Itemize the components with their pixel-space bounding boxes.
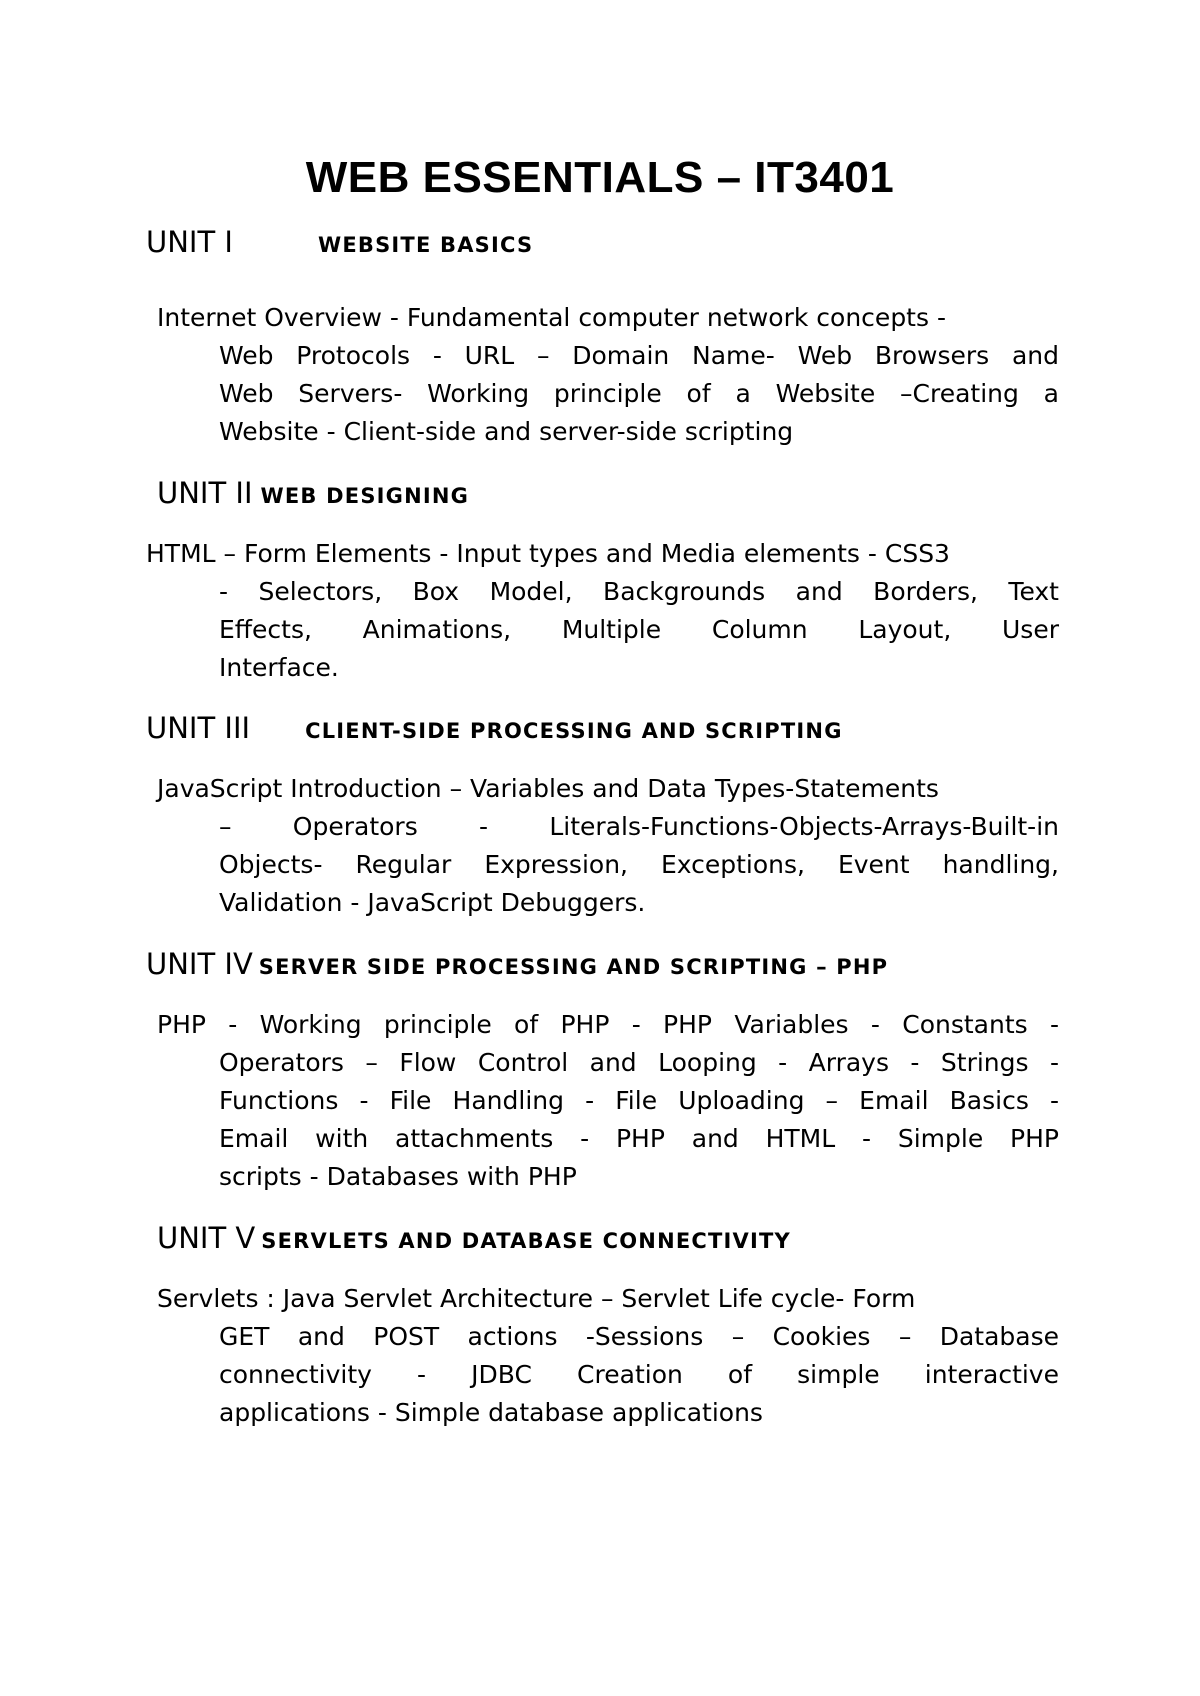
unit-3-line: Validation - JavaScript Debuggers. xyxy=(219,888,646,917)
unit-2-topic: WEB DESIGNING xyxy=(260,484,470,508)
unit-5-body xyxy=(157,1280,1059,1432)
unit-3-topic: CLIENT-SIDE PROCESSING AND SCRIPTING xyxy=(305,719,843,743)
unit-3-line: Objects- Regular Expression, Exceptions, Event handling, xyxy=(219,850,1059,879)
unit-1-line: Web Protocols - URL – Domain Name- Web Browsers and xyxy=(219,341,1059,370)
unit-4-line: scripts - Databases with PHP xyxy=(219,1162,577,1191)
unit-1-body xyxy=(157,299,1059,451)
document-title: WEB ESSENTIALS – IT3401 xyxy=(305,153,895,202)
unit-2-line: - Selectors, Box Model, Backgrounds and Borders, Text xyxy=(219,577,1059,606)
unit-1-label: UNIT I xyxy=(146,225,233,259)
unit-4-line: PHP - Working principle of PHP - PHP Variables - Constants - xyxy=(157,1010,1059,1039)
unit-5-label: UNIT V xyxy=(157,1221,256,1255)
unit-1-line: Internet Overview - Fundamental computer network concepts - xyxy=(157,303,946,332)
unit-2-line: Effects, Animations, Multiple Column Layout, User xyxy=(219,615,1059,644)
unit-1-line: Web Servers- Working principle of a Website –Creating a xyxy=(219,379,1059,408)
unit-5-line: GET and POST actions -Sessions – Cookies – Database xyxy=(219,1322,1059,1351)
unit-2-line: HTML – Form Elements - Input types and Media elements - CSS3 xyxy=(146,539,950,568)
unit-2-heading xyxy=(157,473,469,516)
unit-2-body xyxy=(146,535,1059,687)
unit-1-topic: WEBSITE BASICS xyxy=(317,233,534,257)
unit-5-line: Servlets : Java Servlet Architecture – Servlet Life cycle- Form xyxy=(157,1284,916,1313)
unit-1-line: Website - Client-side and server-side scripting xyxy=(219,417,794,446)
unit-5-topic: SERVLETS AND DATABASE CONNECTIVITY xyxy=(261,1229,791,1253)
unit-1-heading xyxy=(146,222,533,265)
unit-5-line: applications - Simple database applications xyxy=(219,1398,763,1427)
unit-3-line: JavaScript Introduction – Variables and Data Types-Statements xyxy=(157,774,939,803)
unit-3-heading xyxy=(146,708,843,751)
unit-4-line: Email with attachments - PHP and HTML - Simple PHP xyxy=(219,1124,1059,1153)
unit-5-heading xyxy=(157,1218,791,1261)
unit-4-line: Functions - File Handling - File Uploading – Email Basics - xyxy=(219,1086,1059,1115)
unit-4-body xyxy=(157,1006,1059,1196)
unit-3-line: – Operators - Literals-Functions-Objects-Arrays-Built-in xyxy=(219,812,1059,841)
unit-5-line: connectivity - JDBC Creation of simple interactive xyxy=(219,1360,1059,1389)
unit-4-line: Operators – Flow Control and Looping - Arrays - Strings - xyxy=(219,1048,1059,1077)
unit-3-body xyxy=(157,770,1059,922)
unit-4-topic: SERVER SIDE PROCESSING AND SCRIPTING – PHP xyxy=(258,955,889,979)
unit-4-heading xyxy=(146,944,888,987)
unit-2-label: UNIT II xyxy=(157,476,253,510)
unit-4-label: UNIT IV xyxy=(146,947,253,981)
unit-3-label: UNIT III xyxy=(146,711,251,745)
unit-2-line: Interface. xyxy=(219,653,339,682)
